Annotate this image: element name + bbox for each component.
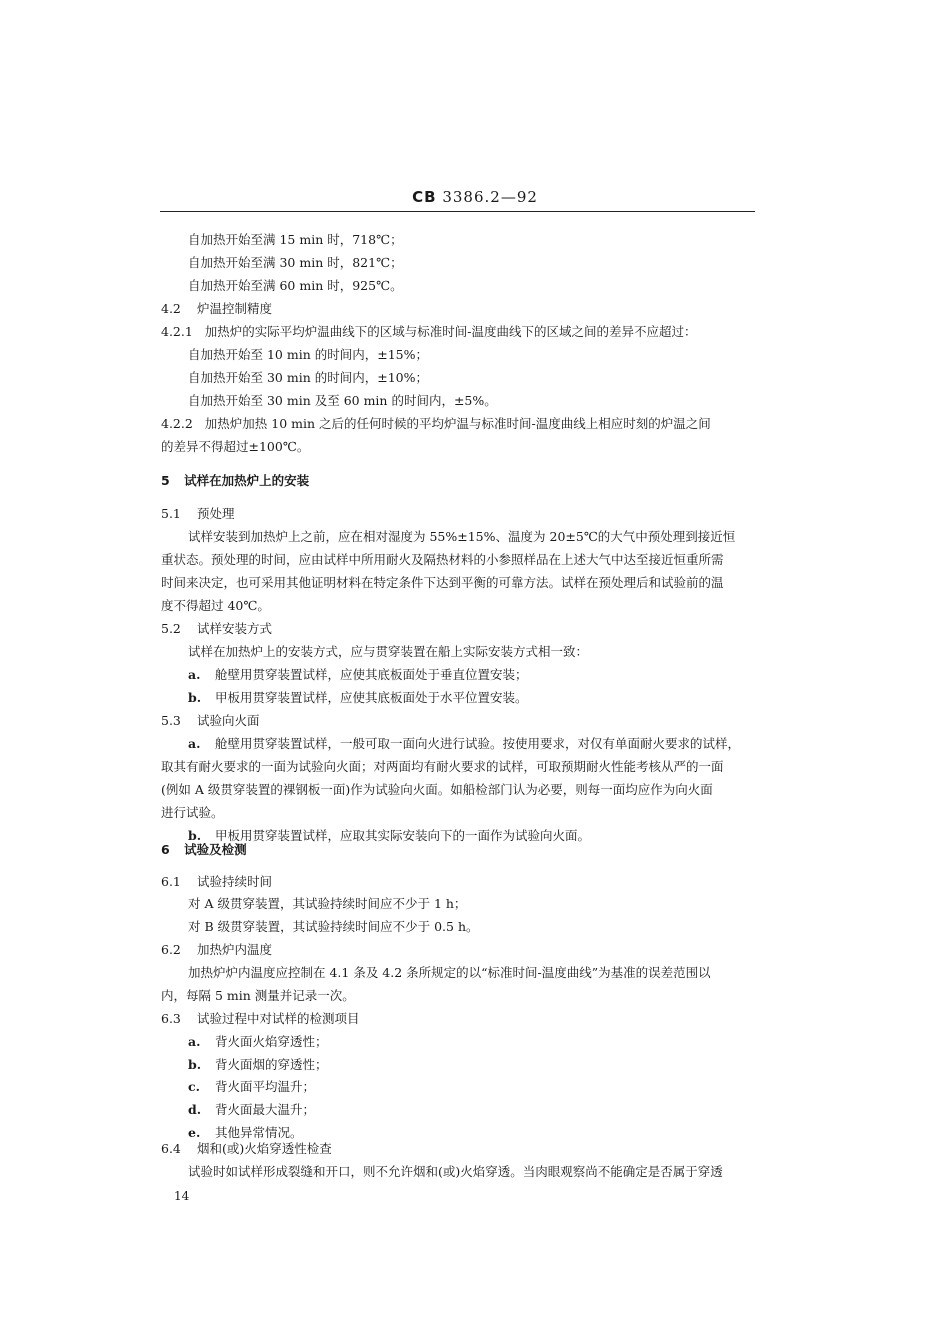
text-line: 试样安装到加热炉上之前，应在相对湿度为 55%±15%、温度为 20±5℃的大气中预处理到接近恒 xyxy=(188,529,736,544)
section-number: 5.3 xyxy=(161,713,181,728)
section-6-2-heading xyxy=(161,944,272,957)
list-text: 背火面最大温升； xyxy=(215,1102,316,1117)
section-number: 5 xyxy=(161,473,170,488)
section-5-2-heading xyxy=(161,623,272,636)
clause-number: 4.2.1 xyxy=(161,324,193,339)
text-line: 自加热开始至满 30 min 时，821℃； xyxy=(188,255,403,270)
page-number: 14 xyxy=(174,1189,190,1203)
section-5-heading xyxy=(161,475,309,488)
text-line: 自加热开始至 10 min 的时间内，±15%； xyxy=(188,347,428,362)
list-marker: a. xyxy=(188,736,201,751)
list-marker: b. xyxy=(188,1057,202,1072)
list-item xyxy=(188,1127,303,1140)
list-text: 舱壁用贯穿装置试样，一般可取一面向火进行试验。按使用要求，对仅有单面耐火要求的试样， xyxy=(215,736,741,751)
list-text: 甲板用贯穿装置试样，应使其底板面处于水平位置安装。 xyxy=(215,690,528,705)
section-6-1-heading xyxy=(161,876,272,889)
list-text: 背火面烟的穿透性； xyxy=(215,1057,328,1072)
list-text: 背火面火焰穿透性； xyxy=(215,1034,328,1049)
list-item xyxy=(188,830,590,843)
list-item xyxy=(188,738,740,751)
section-5-3-heading xyxy=(161,715,260,728)
section-title: 预处理 xyxy=(196,506,235,521)
clause-number: 4.2.2 xyxy=(161,416,193,431)
list-marker: a. xyxy=(188,1034,201,1049)
clause-text: 加热炉加热 10 min 之后的任何时候的平均炉温与标准时间-温度曲线上相应时刻的炉温之间 xyxy=(204,416,711,431)
text-line: (例如 A 级贯穿装置的裸钢板一面)作为试验向火面。如船检部门认为必要，则每一面均应作为向火面 xyxy=(161,782,713,797)
section-6-4-heading xyxy=(161,1143,332,1156)
section-number: 6.4 xyxy=(161,1141,181,1156)
list-text: 其他异常情况。 xyxy=(215,1125,303,1140)
text-line: 重状态。预处理的时间，应由试样中所用耐火及隔热材料的小参照样品在上述大气中达至接近恒重所需 xyxy=(161,552,724,567)
section-title: 试验及检测 xyxy=(184,842,247,857)
section-number: 6 xyxy=(161,842,170,857)
list-marker: b. xyxy=(188,690,202,705)
list-item xyxy=(188,669,528,682)
header-rule xyxy=(160,211,755,212)
text-line: 度不得超过 40℃。 xyxy=(161,598,270,613)
section-title: 烟和(或)火焰穿透性检查 xyxy=(196,1141,332,1156)
standard-number: 3386.2—92 xyxy=(442,188,538,206)
list-marker: a. xyxy=(188,667,201,682)
document-header xyxy=(0,188,950,206)
text-line: 对 B 级贯穿装置，其试验持续时间应不少于 0.5 h。 xyxy=(188,919,479,934)
list-item xyxy=(188,1104,315,1117)
list-item xyxy=(188,1059,328,1072)
section-4-2-heading xyxy=(161,303,272,316)
section-number: 6.3 xyxy=(161,1011,181,1026)
section-number: 4.2 xyxy=(161,301,181,316)
list-text: 舱壁用贯穿装置试样，应使其底板面处于垂直位置安装； xyxy=(215,667,528,682)
text-line: 试样在加热炉上的安装方式，应与贯穿装置在船上实际安装方式相一致： xyxy=(188,644,589,659)
section-title: 试样在加热炉上的安装 xyxy=(184,473,310,488)
text-line: 的差异不得超过±100℃。 xyxy=(161,439,310,454)
text-line: 自加热开始至 30 min 及至 60 min 的时间内，±5%。 xyxy=(188,393,497,408)
list-marker: e. xyxy=(188,1125,201,1140)
section-title: 试验持续时间 xyxy=(196,874,272,889)
section-6-heading xyxy=(161,844,247,857)
text-line: 时间来决定，也可采用其他证明材料在特定条件下达到平衡的可靠方法。试样在预处理后和试验前的温 xyxy=(161,575,724,590)
list-text: 甲板用贯穿装置试样，应取其实际安装向下的一面作为试验向火面。 xyxy=(215,828,591,843)
clause-text: 加热炉的实际平均炉温曲线下的区域与标准时间-温度曲线下的区域之间的差异不应超过： xyxy=(204,324,697,339)
text-line: 自加热开始至 30 min 的时间内，±10%； xyxy=(188,370,428,385)
list-marker: d. xyxy=(188,1102,202,1117)
text-line: 加热炉炉内温度应控制在 4.1 条及 4.2 条所规定的以“标准时间-温度曲线”为基准的误差范围以 xyxy=(188,965,711,980)
text-line: 取其有耐火要求的一面为试验向火面；对两面均有耐火要求的试样，可取预期耐火性能考核从严的一面 xyxy=(161,759,724,774)
list-item xyxy=(188,1081,315,1094)
section-5-1-heading xyxy=(161,508,235,521)
clause-4-2-1 xyxy=(161,326,697,339)
section-6-3-heading xyxy=(161,1013,360,1026)
text-line: 对 A 级贯穿装置，其试验持续时间应不少于 1 h； xyxy=(188,896,467,911)
section-number: 6.1 xyxy=(161,874,181,889)
clause-4-2-2 xyxy=(161,418,711,431)
text-line: 进行试验。 xyxy=(161,805,224,820)
list-marker: b. xyxy=(188,828,202,843)
standard-prefix: CB xyxy=(412,188,437,206)
list-text: 背火面平均温升； xyxy=(215,1079,316,1094)
text-line: 内，每隔 5 min 测量并记录一次。 xyxy=(161,988,355,1003)
section-title: 试样安装方式 xyxy=(196,621,272,636)
list-item xyxy=(188,692,528,705)
text-line: 自加热开始至满 60 min 时，925℃。 xyxy=(188,278,403,293)
section-title: 试验过程中对试样的检测项目 xyxy=(196,1011,360,1026)
section-number: 5.2 xyxy=(161,621,181,636)
section-title: 炉温控制精度 xyxy=(196,301,272,316)
list-marker: c. xyxy=(188,1079,200,1094)
list-item xyxy=(188,1036,328,1049)
text-line: 试验时如试样形成裂缝和开口，则不允许烟和(或)火焰穿透。当肉眼观察尚不能确定是否属于穿透 xyxy=(188,1164,723,1179)
section-title: 加热炉内温度 xyxy=(196,942,272,957)
text-line: 自加热开始至满 15 min 时，718℃； xyxy=(188,232,403,247)
section-title: 试验向火面 xyxy=(196,713,260,728)
section-number: 5.1 xyxy=(161,506,181,521)
section-number: 6.2 xyxy=(161,942,181,957)
